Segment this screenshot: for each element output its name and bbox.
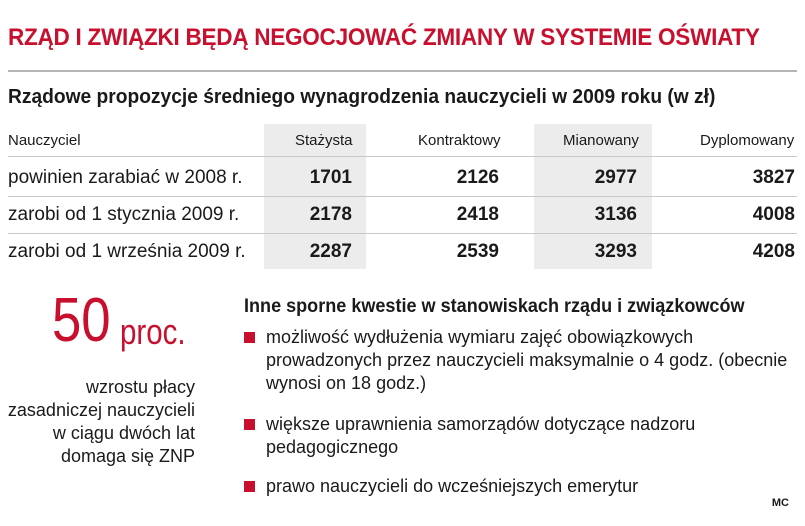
cell-styczen-stazysta: 2178 [309,204,352,225]
cell-styczen-mianowany: 3136 [594,204,637,225]
cell-2008-kontraktowy: 2126 [456,167,499,188]
bullet-square-icon [244,481,255,492]
issue-line: możliwość wydłużenia wymiaru zajęć obowiązkowych [266,327,694,347]
row-header: Nauczyciel [8,132,81,149]
issue-line: prowadzonych przez nauczycieli maksymalnie o 4 godz. (obecnie [266,350,788,370]
cell-styczen-dyplomowany: 4008 [752,204,795,225]
issue-item [244,326,787,395]
row-divider [8,233,797,234]
issue-line: pedagogicznego [266,437,399,457]
row-label-2008: powinien zarabiać w 2008 r. [8,167,243,188]
cell-2008-stazysta: 1701 [309,167,352,188]
issue-line: wynosi on 18 godz.) [266,373,427,393]
column-header-dyplomowany: Dyplomowany [700,132,795,149]
row-label-wrzesien-2009: zarobi od 1 września 2009 r. [8,241,246,262]
cell-wrzesien-mianowany: 3293 [594,241,637,262]
highlight-description-line: domaga się ZNP [60,446,195,466]
bullet-square-icon [244,332,255,343]
cell-wrzesien-dyplomowany: 4208 [752,241,795,262]
cell-wrzesien-kontraktowy: 2539 [456,241,499,262]
issue-line: większe uprawnienia samorządów dotyczące nadzoru [266,414,696,434]
issues-title: Inne sporne kwestie w stanowiskach rządu i związkowców [244,296,745,317]
cell-wrzesien-stazysta: 2287 [309,241,352,262]
column-header-kontraktowy: Kontraktowy [418,132,501,149]
highlight-unit: proc. [120,311,186,352]
bullet-square-icon [244,419,255,430]
row-label-styczen-2009: zarobi od 1 stycznia 2009 r. [8,204,240,225]
header-divider [8,156,797,157]
cell-styczen-kontraktowy: 2418 [456,204,499,225]
highlight-description-line: zasadniczej nauczycieli [7,400,195,420]
highlight-description-line: wzrostu płacy [85,377,195,397]
credit: MC [771,497,789,509]
issue-item [244,413,695,459]
issue-line: prawo nauczycieli do wcześniejszych emerytur [266,476,639,496]
highlight-number: 50 [52,286,111,355]
table-title: Rządowe propozycje średniego wynagrodzenia nauczycieli w 2009 roku (w zł) [8,86,716,108]
cell-2008-mianowany: 2977 [594,167,637,188]
cell-2008-dyplomowany: 3827 [752,167,795,188]
infographic-title: RZĄD I ZWIĄZKI BĘDĄ NEGOCJOWAĆ ZMIANY W SYSTEMIE OŚWIATY [8,24,760,51]
title-divider [8,70,797,72]
highlight-description [8,376,195,468]
issue-item [244,475,638,498]
highlight-description-line: w ciągu dwóch lat [52,423,195,443]
row-divider [8,196,797,197]
column-header-stazysta: Stażysta [295,132,353,149]
column-header-mianowany: Mianowany [563,132,639,149]
